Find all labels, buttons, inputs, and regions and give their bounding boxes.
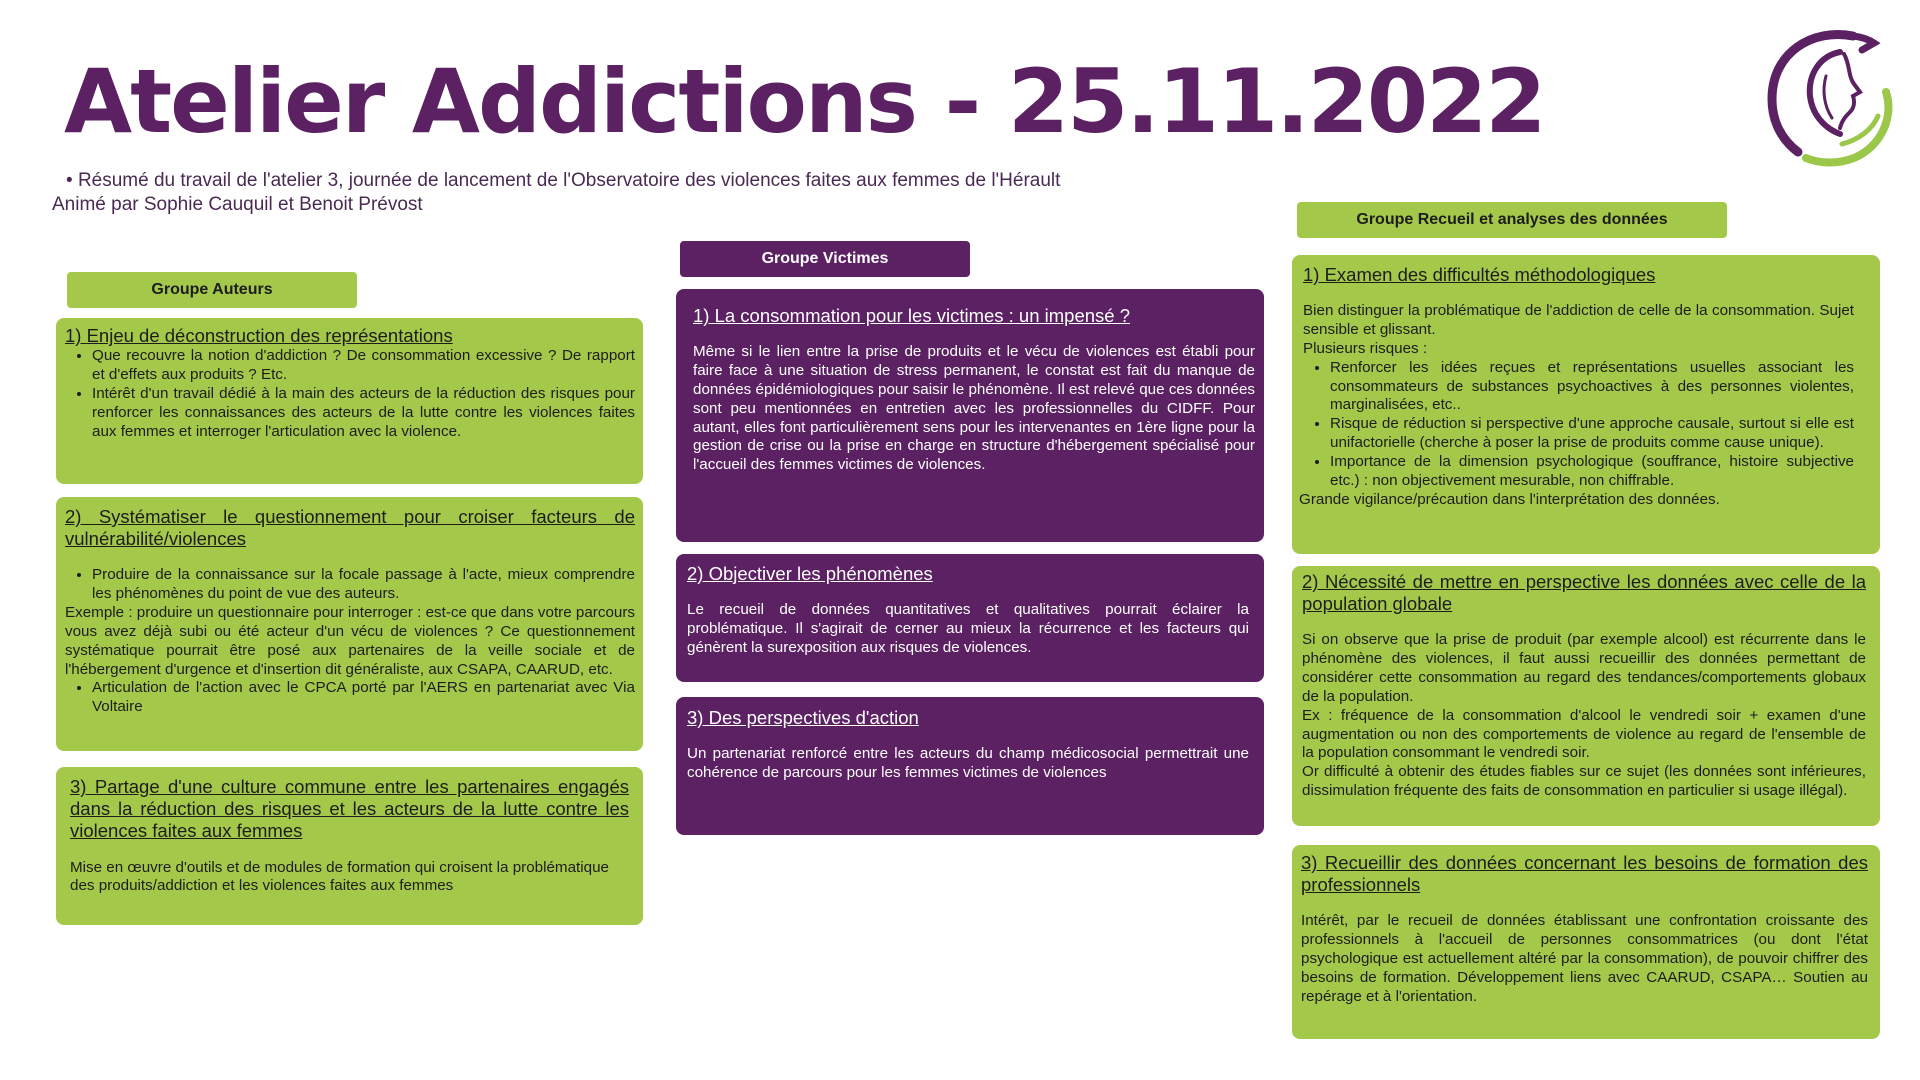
victimes-card-2-text: Le recueil de données quantitatives et qualitatives pourrait éclairer la problématique. Il s'agirait de cerner au mieux la récurrence et les facteurs qui génèrent la surexposition aux risques de violences.: [687, 601, 1249, 656]
auteurs-card-2-example: Exemple : produire un questionnaire pour interroger : est-ce que dans votre parcours vous avez déjà subi ou été acteur d'un vécu de violences ? Ce questionnement systématique pourrait être posé aux partenaires de la veille sociale et de l'hébergement d'urgence et d'insertion dit généraliste, aux CSAPA, CAARUD, etc.: [65, 604, 635, 678]
recueil-card-1-outro: Grande vigilance/précaution dans l'interprétation des données.: [1299, 490, 1720, 508]
subtitle-text: Résumé du travail de l'atelier 3, journée de lancement de l'Observatoire des violences faites aux femmes de l'Hérault: [77, 170, 1061, 191]
list-item: • Produire de la connaissance sur la focale passage à l'acte, mieux comprendre les phénomènes du point de vue des auteurs.: [92, 566, 635, 604]
auteurs-card-2-list-a: [65, 566, 635, 604]
victimes-card-3-heading: 3) Des perspectives d'action: [687, 707, 919, 728]
auteurs-card-1-list: [65, 347, 635, 441]
victimes-card-2-heading: 2) Objectiver les phénomènes: [687, 563, 933, 584]
subtitle-line-1: • Résumé du travail de l'atelier 3, journée de lancement de l'Observatoire des violences faites aux femmes de l'Hérault: [66, 170, 1061, 191]
victimes-card-1-heading: 1) La consommation pour les victimes : un impensé ?: [693, 305, 1131, 326]
recueil-card-1-list: [1303, 359, 1854, 491]
group-auteurs-label: Groupe Auteurs: [67, 272, 357, 308]
auteurs-card-2-heading: 2) Systématiser le questionnement pour croiser facteurs de vulnérabilité/violences: [65, 506, 635, 550]
victimes-card-1-text: Même si le lien entre la prise de produits et le vécu de violences est établi pour faire face à une situation de stress permanent, le constat est fait du manque de données épidémiologiques pour saisir le phénomène. Il est relevé que ces données sont peu mentionnées en entretien avec les professionnelles du CIDFF. Pour autant, elles font particulièrement sens pour les intervenantes en 1ère ligne pour la gestion de crise ou la prise en charge en structure d'hébergement spécialisé pour l'accueil des femmes victimes de violences.: [693, 343, 1255, 474]
victimes-card-3-text: Un partenariat renforcé entre les acteurs du champ médicosocial permettrait une cohérence de parcours pour les femmes victimes de violences: [687, 745, 1249, 782]
recueil-card-2-p2: Ex : fréquence de la consommation d'alcool le vendredi soir + examen d'une augmentation ou non des comportements de violence au regard de l'ensemble de la population consommant le vendredi soir.: [1302, 706, 1866, 762]
list-item: • Risque de réduction si perspective d'une approche causale, surtout si elle est unifactorielle (cherche à poser la prise de produits comme cause unique).: [1330, 415, 1854, 453]
auteurs-card-2-list-b: [65, 679, 635, 717]
woman-profile-logo-icon: [1758, 24, 1908, 174]
victimes-card-3: [676, 697, 1264, 835]
auteurs-card-3: [56, 767, 643, 925]
recueil-card-3: [1292, 845, 1880, 1039]
auteurs-card-3-heading: 3) Partage d'une culture commune entre les partenaires engagés dans la réduction des risques et les acteurs de la lutte contre les violences faites aux femmes: [70, 776, 629, 842]
victimes-card-2: [676, 554, 1264, 682]
recueil-card-2-p3: Or difficulté à obtenir des études fiables sur ce sujet (les données sont inférieures, dissimulation fréquente des faits de consommation en particulier si usage illégal).: [1302, 763, 1866, 800]
auteurs-card-1: [56, 318, 643, 484]
victimes-card-1: [676, 289, 1264, 542]
list-item: • Renforcer les idées reçues et représentations usuelles associant les consommateurs de substances psychoactives à des personnes violentes, marginalisées, etc..: [1330, 359, 1854, 416]
recueil-card-1: [1292, 255, 1880, 554]
recueil-card-3-text: Intérêt, par le recueil de données établissant une confrontation croissante des professionnels à l'accueil de personnes consommatrices (ou dont l'état psychologique est actuellement altéré par la consommation), de pouvoir chiffrer des besoins de formation. Développement liens avec CAARUD, CSAPA… Soutien au repérage et à l'orientation.: [1301, 912, 1868, 1005]
recueil-card-1-intro: Bien distinguer la problématique de l'addiction de celle de la consommation. Sujet sensible et glissant.: [1303, 302, 1854, 339]
auteurs-card-1-heading: 1) Enjeu de déconstruction des représentations: [65, 325, 453, 346]
list-item: • Intérêt d'un travail dédié à la main des acteurs de la réduction des risques pour renforcer les connaissances des acteurs de la lutte contre les violences faites aux femmes et interroger l'articulation avec la violence.: [92, 385, 635, 442]
auteurs-card-3-text: Mise en œuvre d'outils et de modules de formation qui croisent la problématique des produits/addiction et les violences faites aux femmes: [70, 858, 609, 895]
group-victimes-label: Groupe Victimes: [680, 241, 970, 277]
list-item: • Articulation de l'action avec le CPCA porté par l'AERS en partenariat avec Via Voltaire: [92, 679, 635, 717]
recueil-card-3-heading: 3) Recueillir des données concernant les besoins de formation des professionnels: [1301, 852, 1868, 896]
recueil-card-2-heading: 2) Nécessité de mettre en perspective les données avec celle de la population globale: [1302, 571, 1866, 615]
list-item: • Importance de la dimension psychologique (souffrance, histoire subjective etc.) : non objectivement mesurable, non chiffrable.: [1330, 453, 1854, 491]
recueil-card-1-heading: 1) Examen des difficultés méthodologiques: [1303, 264, 1656, 285]
recueil-card-2-p1: Si on observe que la prise de produit (par exemple alcool) est récurrente dans le phénomène des violences, il faut aussi recueillir des données permettant de considérer cette consommation au regard des tendances/comportements globaux de la population.: [1302, 631, 1866, 705]
list-item: • Que recouvre la notion d'addiction ? De consommation excessive ? De rapport et d'effets aux produits ? Etc.: [92, 347, 635, 385]
auteurs-card-2: [56, 497, 643, 751]
page-title: Atelier Addictions - 25.11.2022: [64, 50, 1545, 153]
group-recueil-label: Groupe Recueil et analyses des données: [1297, 202, 1727, 238]
recueil-card-1-risks-label: Plusieurs risques :: [1303, 339, 1428, 357]
recueil-card-2: [1292, 566, 1880, 826]
subtitle-line-2: Animé par Sophie Cauquil et Benoit Prévost: [52, 194, 423, 215]
